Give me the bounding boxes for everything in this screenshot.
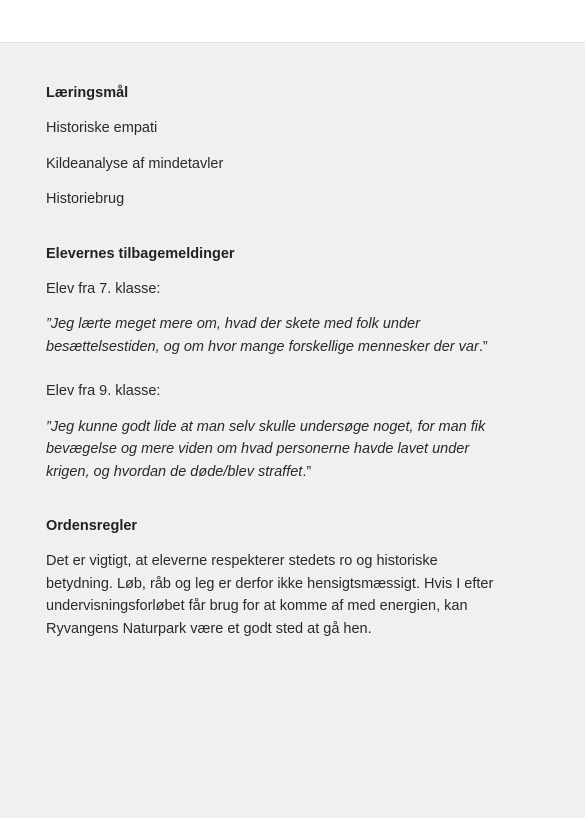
learning-goal-item: Historiske empati xyxy=(46,120,158,136)
top-bar xyxy=(0,0,585,43)
learning-goals-heading: Læringsmål xyxy=(46,85,129,101)
feedback-quote-close: .” xyxy=(478,338,488,355)
feedback-quote xyxy=(46,416,496,484)
main-content xyxy=(0,43,542,640)
learning-goal-item: Kildeanalyse af mindetavler xyxy=(46,155,224,172)
feedback-heading: Elevernes tilbagemeldinger xyxy=(46,245,235,262)
feedback-quote xyxy=(46,313,496,358)
feedback-label: Elev fra 7. klasse: xyxy=(46,280,161,297)
feedback-quote-text: ”Jeg lærte meget mere om, hvad der skete med folk under besættelsestiden, og om hvor mange forskellige mennesker der var xyxy=(46,316,479,355)
feedback-label: Elev fra 9. klasse: xyxy=(46,383,161,399)
rules-text: Det er vigtigt, at eleverne respekterer stedets ro og historiske betydning. Løb, råb og leg er derfor ikke hensigtsmæssigt. Hvis I efter undervisningsforløbet får brug for at komme af med energien, kan Ryvangens Naturpark være et godt sted at gå hen. xyxy=(46,553,494,637)
feedback-quote-text: ”Jeg kunne godt lide at man selv skulle undersøge noget, for man fik bevægelse og mere viden om hvad personerne havde lavet under krigen, og hvordan de døde/blev straffet xyxy=(46,418,486,480)
learning-goal-item: Historiebrug xyxy=(46,191,125,207)
rules-heading: Ordensregler xyxy=(46,518,138,534)
feedback-quote-close: .” xyxy=(302,463,312,480)
feedback-section xyxy=(46,244,496,484)
rules-section xyxy=(46,516,496,640)
learning-goals-section xyxy=(46,83,496,211)
